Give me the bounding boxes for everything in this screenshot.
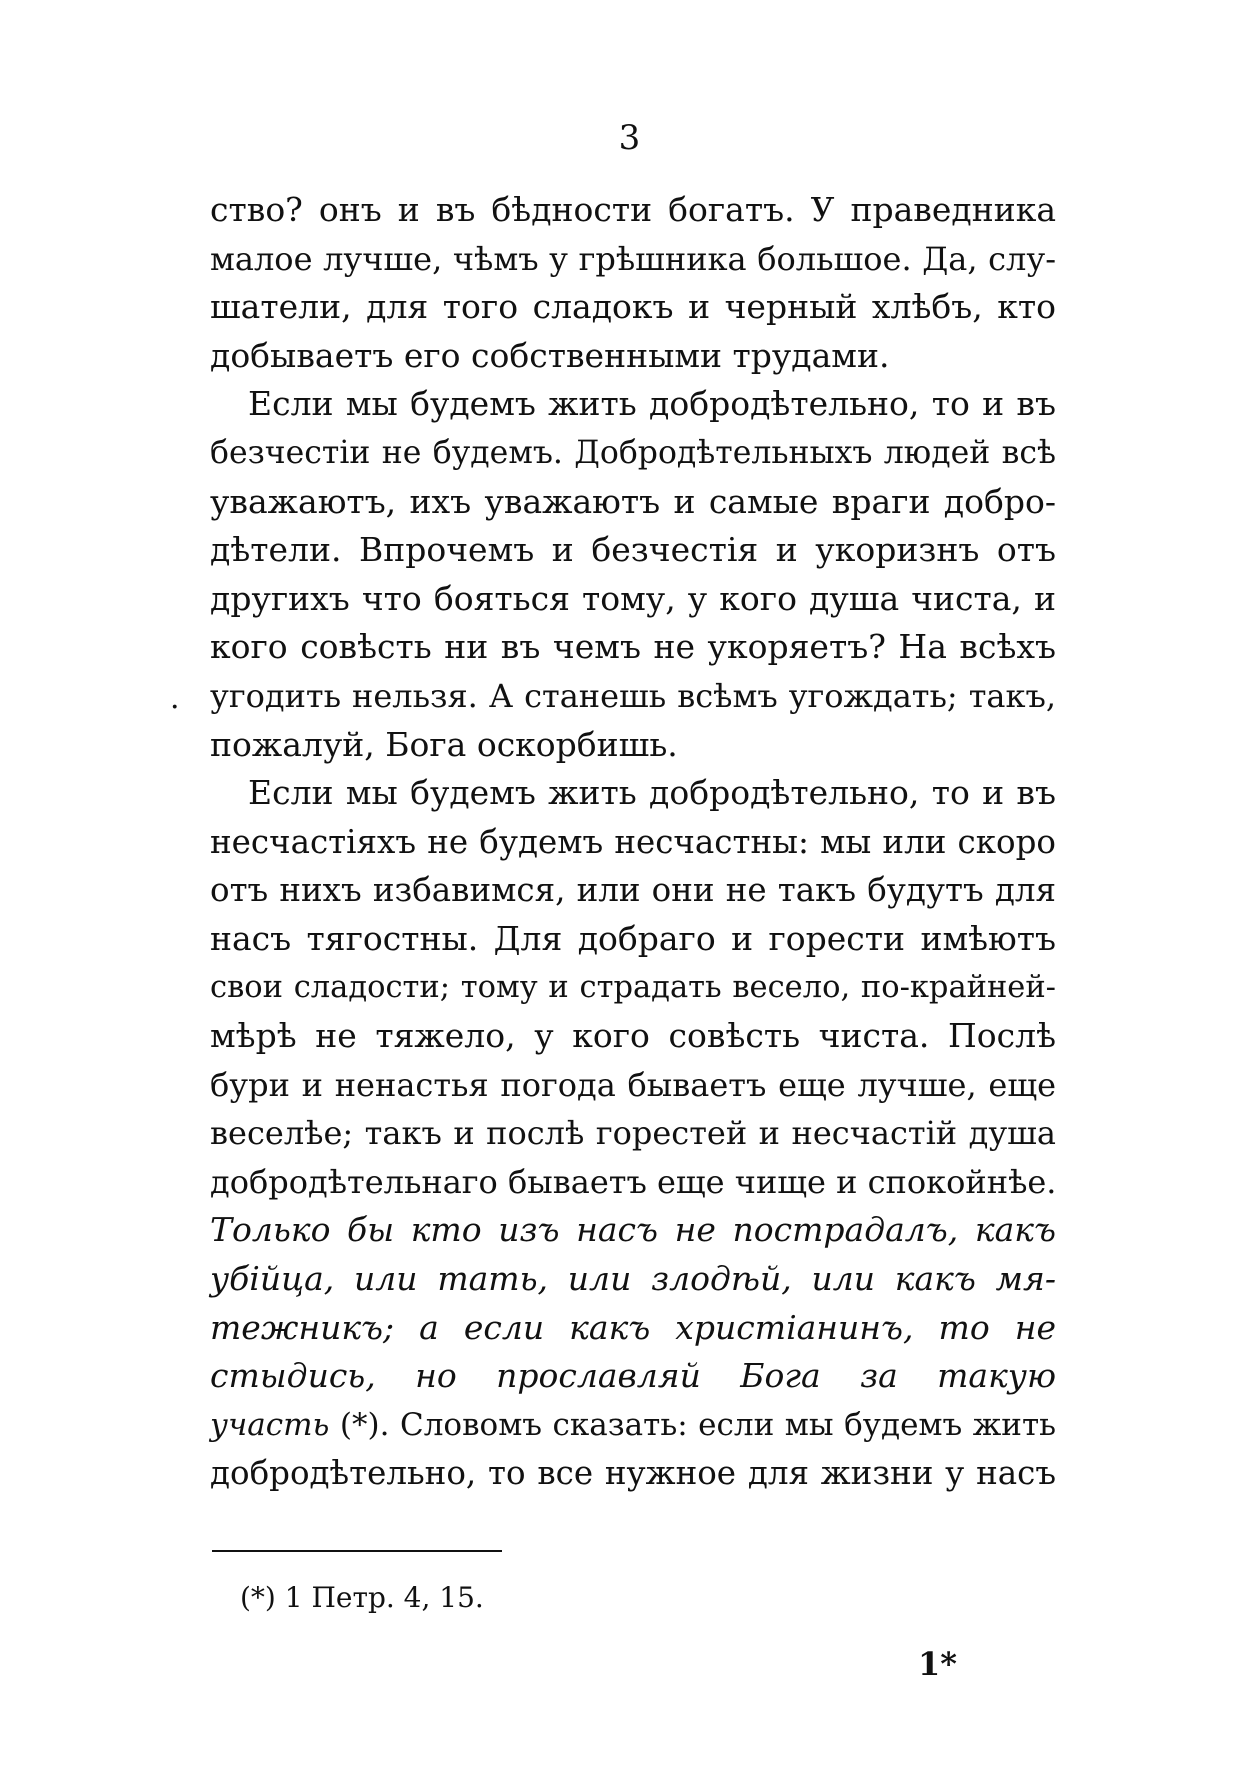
text-line (210, 380, 1056, 429)
body-text (210, 186, 1056, 1498)
text-line (210, 672, 1056, 721)
text-line (210, 478, 1056, 527)
text-line (210, 186, 1056, 235)
text-line (210, 964, 1056, 1013)
text-segment: мѣрѣ не тяжело, у кого совѣсть чиста. Послѣ (210, 1016, 1056, 1056)
text-segment: другихъ что бояться тому, у кого душа чиста, и (210, 578, 1056, 618)
text-line (210, 1012, 1056, 1061)
text-line (210, 769, 1056, 818)
text-line (210, 283, 1056, 332)
text-segment: (*). Словомъ сказать: если мы будемъ жить (329, 1406, 1056, 1443)
text-segment: свои сладости; тому и страдать весело, по-крайней- (210, 969, 1056, 1005)
text-line (210, 623, 1056, 672)
text-line (210, 1158, 1056, 1207)
text-segment: добываетъ его собственными трудами. (210, 335, 890, 375)
text-line (210, 1304, 1056, 1353)
text-line (210, 235, 1056, 284)
text-segment: безчестіи не будемъ. Добродѣтельныхъ людей всѣ (210, 434, 1056, 471)
text-line (210, 1109, 1056, 1158)
italic-text-segment: тежникъ; а если какъ христіанинъ, то не (210, 1307, 1056, 1347)
printer-signature-mark: 1* (918, 1645, 957, 1683)
text-line (210, 429, 1056, 478)
text-segment: кого совѣсть ни въ чемъ не укоряетъ? На всѣхъ (210, 627, 1056, 667)
text-line (210, 1352, 1056, 1401)
text-segment: малое лучше, чѣмъ у грѣшника большое. Да, слу- (210, 239, 1056, 278)
text-segment: пожалуй, Бога оскорбишь. (210, 724, 678, 764)
margin-mark: · (170, 690, 180, 725)
text-line (210, 1255, 1056, 1304)
text-segment: дѣтели. Впрочемъ и безчестія и укоризнъ отъ (210, 530, 1056, 570)
text-segment: бури и ненастья погода бываетъ еще лучше, еще (210, 1065, 1056, 1104)
footnote: (*) 1 Петр. 4, 15. (240, 1581, 484, 1614)
text-line (210, 721, 1056, 770)
italic-text-segment: убійца, или тать, или злодѣй, или какъ мя- (210, 1259, 1056, 1299)
text-segment: уважаютъ, ихъ уважаютъ и самые враги добро- (210, 481, 1056, 521)
text-line (210, 526, 1056, 575)
page-number: 3 (618, 118, 641, 158)
footnote-rule (212, 1550, 502, 1552)
text-segment: веселѣе; такъ и послѣ горестей и несчастій душа (210, 1114, 1056, 1153)
text-line (210, 1449, 1056, 1498)
text-segment: добродѣтельно, то все нужное для жизни у насъ (210, 1454, 1056, 1493)
text-segment: угодить нельзя. А станешь всѣмъ угождать; такъ, (210, 676, 1056, 715)
text-segment: Если мы будемъ жить добродѣтельно, то и въ (248, 384, 1056, 424)
italic-text-segment: Только бы кто изъ насъ не пострадалъ, какъ (210, 1210, 1056, 1250)
text-segment: шатели, для того сладокъ и черный хлѣбъ, кто (210, 287, 1056, 327)
text-segment: добродѣтельнаго бываетъ еще чище и спокойнѣе. (210, 1162, 1057, 1201)
text-line (210, 332, 1056, 381)
text-segment: отъ нихъ избавимся, или они не такъ будутъ для (210, 871, 1056, 910)
text-line (210, 1206, 1056, 1255)
text-segment: несчастіяхъ не будемъ несчастны: мы или скоро (210, 822, 1056, 861)
italic-text-segment: стыдись, но прославляй Бога за такую (210, 1356, 1056, 1396)
text-segment: ство? онъ и въ бѣдности богатъ. У праведника (210, 190, 1056, 229)
text-line (210, 1061, 1056, 1110)
italic-text-segment: участь (210, 1406, 330, 1443)
text-line (210, 575, 1056, 624)
text-segment: насъ тягостны. Для добраго и горести имѣютъ (210, 918, 1056, 958)
text-line (210, 818, 1056, 867)
text-line (210, 866, 1056, 915)
text-segment: Если мы будемъ жить добродѣтельно, то и въ (248, 773, 1056, 813)
text-line (210, 915, 1056, 964)
text-line (210, 1401, 1056, 1450)
